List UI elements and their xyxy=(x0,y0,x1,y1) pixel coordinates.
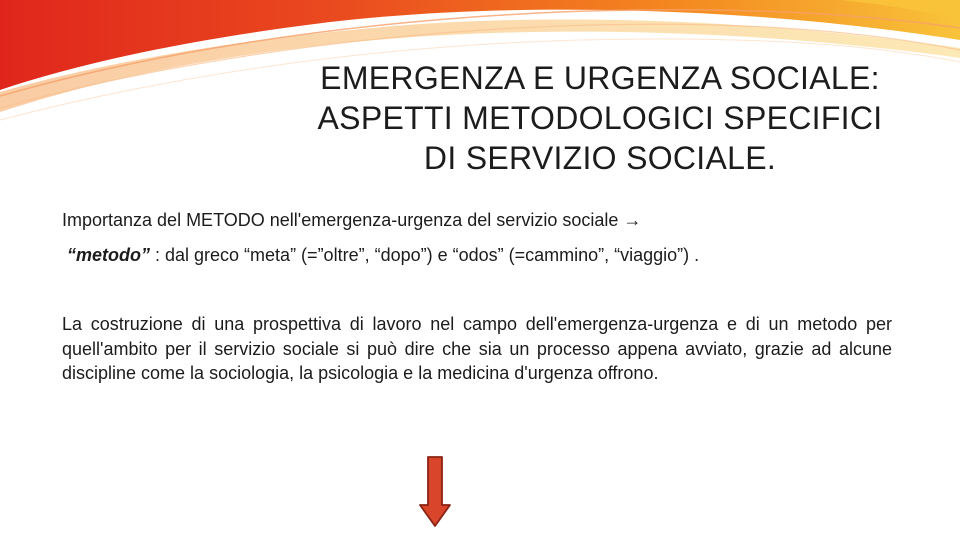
etymology-line xyxy=(67,245,699,266)
down-arrow-icon xyxy=(418,455,452,529)
title-line: ASPETTI METODOLOGICI SPECIFICI xyxy=(317,100,883,136)
body-paragraph: La costruzione di una prospettiva di lavoro nel campo dell'emergenza-urgenza e di un metodo per quell'ambito per il servizio sociale si può dire che sia un processo appena avviato, grazie ad alcune discipline come la sociologia, la psicologia e la medicina d'urgenza offrono. xyxy=(62,314,892,383)
etymology-text: : dal greco “meta” (=”oltre”, “dopo”) e “odos” (=cammino”, “viaggio”) . xyxy=(150,245,700,265)
title-line: EMERGENZA E URGENZA SOCIALE: xyxy=(320,60,880,96)
method-importance-line: Importanza del METODO nell'emergenza-urgenza del servizio sociale → xyxy=(62,210,642,230)
slide-title xyxy=(270,58,930,178)
title-line: DI SERVIZIO SOCIALE. xyxy=(423,140,777,176)
metodo-term: “metodo” xyxy=(67,245,150,265)
